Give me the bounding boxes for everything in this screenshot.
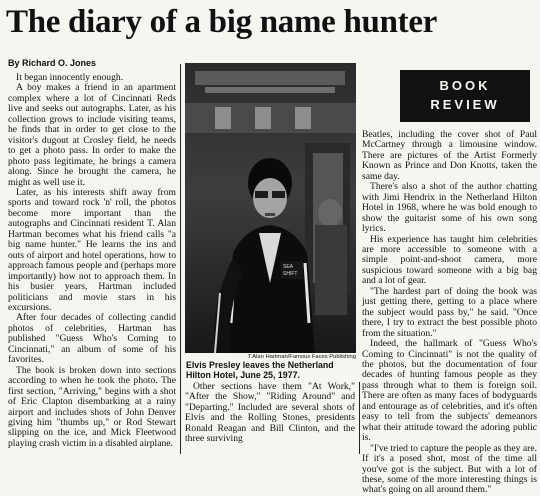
svg-text:SEA: SEA [283,264,294,270]
badge-line-2: REVIEW [430,97,500,112]
paragraph: There's also a shot of the author chatting with Jimi Hendrix in the Netherland Hilton Hotel in 1968, where he was bold enough to show the guitarist some of his own song lyrics. [362,181,537,235]
svg-text:SHIFT: SHIFT [283,271,298,277]
body-column-1 [8,71,176,454]
column-rule-left [180,64,181,454]
paragraph: A boy makes a friend in an apartment complex where a lot of Cincinnati Reds live and seeks out autographs. Later, as his collection grows to include visiting teams, he finds that in order to get close to the visitor's dugout at Crosley field, he needs to get a photo pass. In order to make the photo pass legitimate, he brings a camera along. Since he brought the camera, he might as well use it. [8,82,176,188]
book-review-badge [400,70,530,122]
paragraph: Other sections have them "At Work," "After the Show," "Riding Around" and "Departing." Included are several shots of Elvis and the Rolling Stones, presidents Ronald Reagan and Bill Clinton, and the three surviving [185,381,355,445]
headline: The diary of a big name hunter [6,4,438,40]
paragraph: After four decades of collecting candid photos of celebrities, Hartman has published "Guess Who's Coming to Cincinnati," an album of some of his favorites. [8,312,176,366]
body-column-3 [362,129,537,496]
column-rule-right [359,382,360,454]
badge-line-1: BOOK [439,78,491,93]
paragraph: Later, as his interests shift away from sports and toward rock 'n' roll, the photos become more important than the autographs and Cincinnati resident T. Alan Hartman becomes what his friend calls "a big name hunter." He learns the ins and outs of airport and hotel operations, how to approach famous people and (perhaps more importantly) how not to approach them. In his busier years, Hartman included politicians and movie stars in his excursions. [8,186,176,313]
paragraph: It began innocently enough. [16,72,124,83]
elvis-photo [185,63,356,353]
paragraph: Beatles, including the cover shot of Paul McCartney through a limousine window. There are pictures of the Artist Formerly Known as Prince and Don Knotts, taken the same day. [362,129,537,182]
photo-caption: Elvis Presley leaves the Netherland Hilton Hotel, June 25, 1977. [186,360,334,380]
paragraph: "The hardest part of doing the book was just getting there, getting to a place where the subject would pass by," he said. "Once there, I try to extract the best possible photo from the situation." [362,285,537,339]
paragraph: "I've tried to capture the people as they are. If it's a posed shot, most of the time all you've got is the subject. But with a lot of these, some of the more interesting things is what's going on all around them." [362,442,537,496]
paragraph: His experience has taught him celebrities are more accessible to someone with a simple point-and-shoot camera, more suspicious toward someone with a big bag and a lot of gear. [362,233,537,287]
paragraph: Indeed, the hallmark of "Guess Who's Coming to Cincinnati" is not the quality of the photos, but the documentation of four decades of hunting famous people as they pass through what to them is foreign soil. There are often as many faces of bodyguards and entourage as of celebrities, and it's often easy to tell from the subjects' demeanors what their attitude toward the adoring public is. [362,338,537,444]
body-column-2 [185,382,355,456]
photo-credit: T.Alan Hartman/Famous Faces Publishing [247,354,356,360]
byline: By Richard O. Jones [8,58,97,68]
elvis-photo-image [185,63,356,353]
paragraph: The book is broken down into sections according to when he took the photo. The first section, "Arriving," begins with a shot of Eric Clapton disembarking at a rainy airport and includes shots of John Denver giving him "thumbs up," or Rod Stewart slipping on the ice, and Mick Fleetwood playing crash victim in a disabled airplane. [8,364,176,449]
